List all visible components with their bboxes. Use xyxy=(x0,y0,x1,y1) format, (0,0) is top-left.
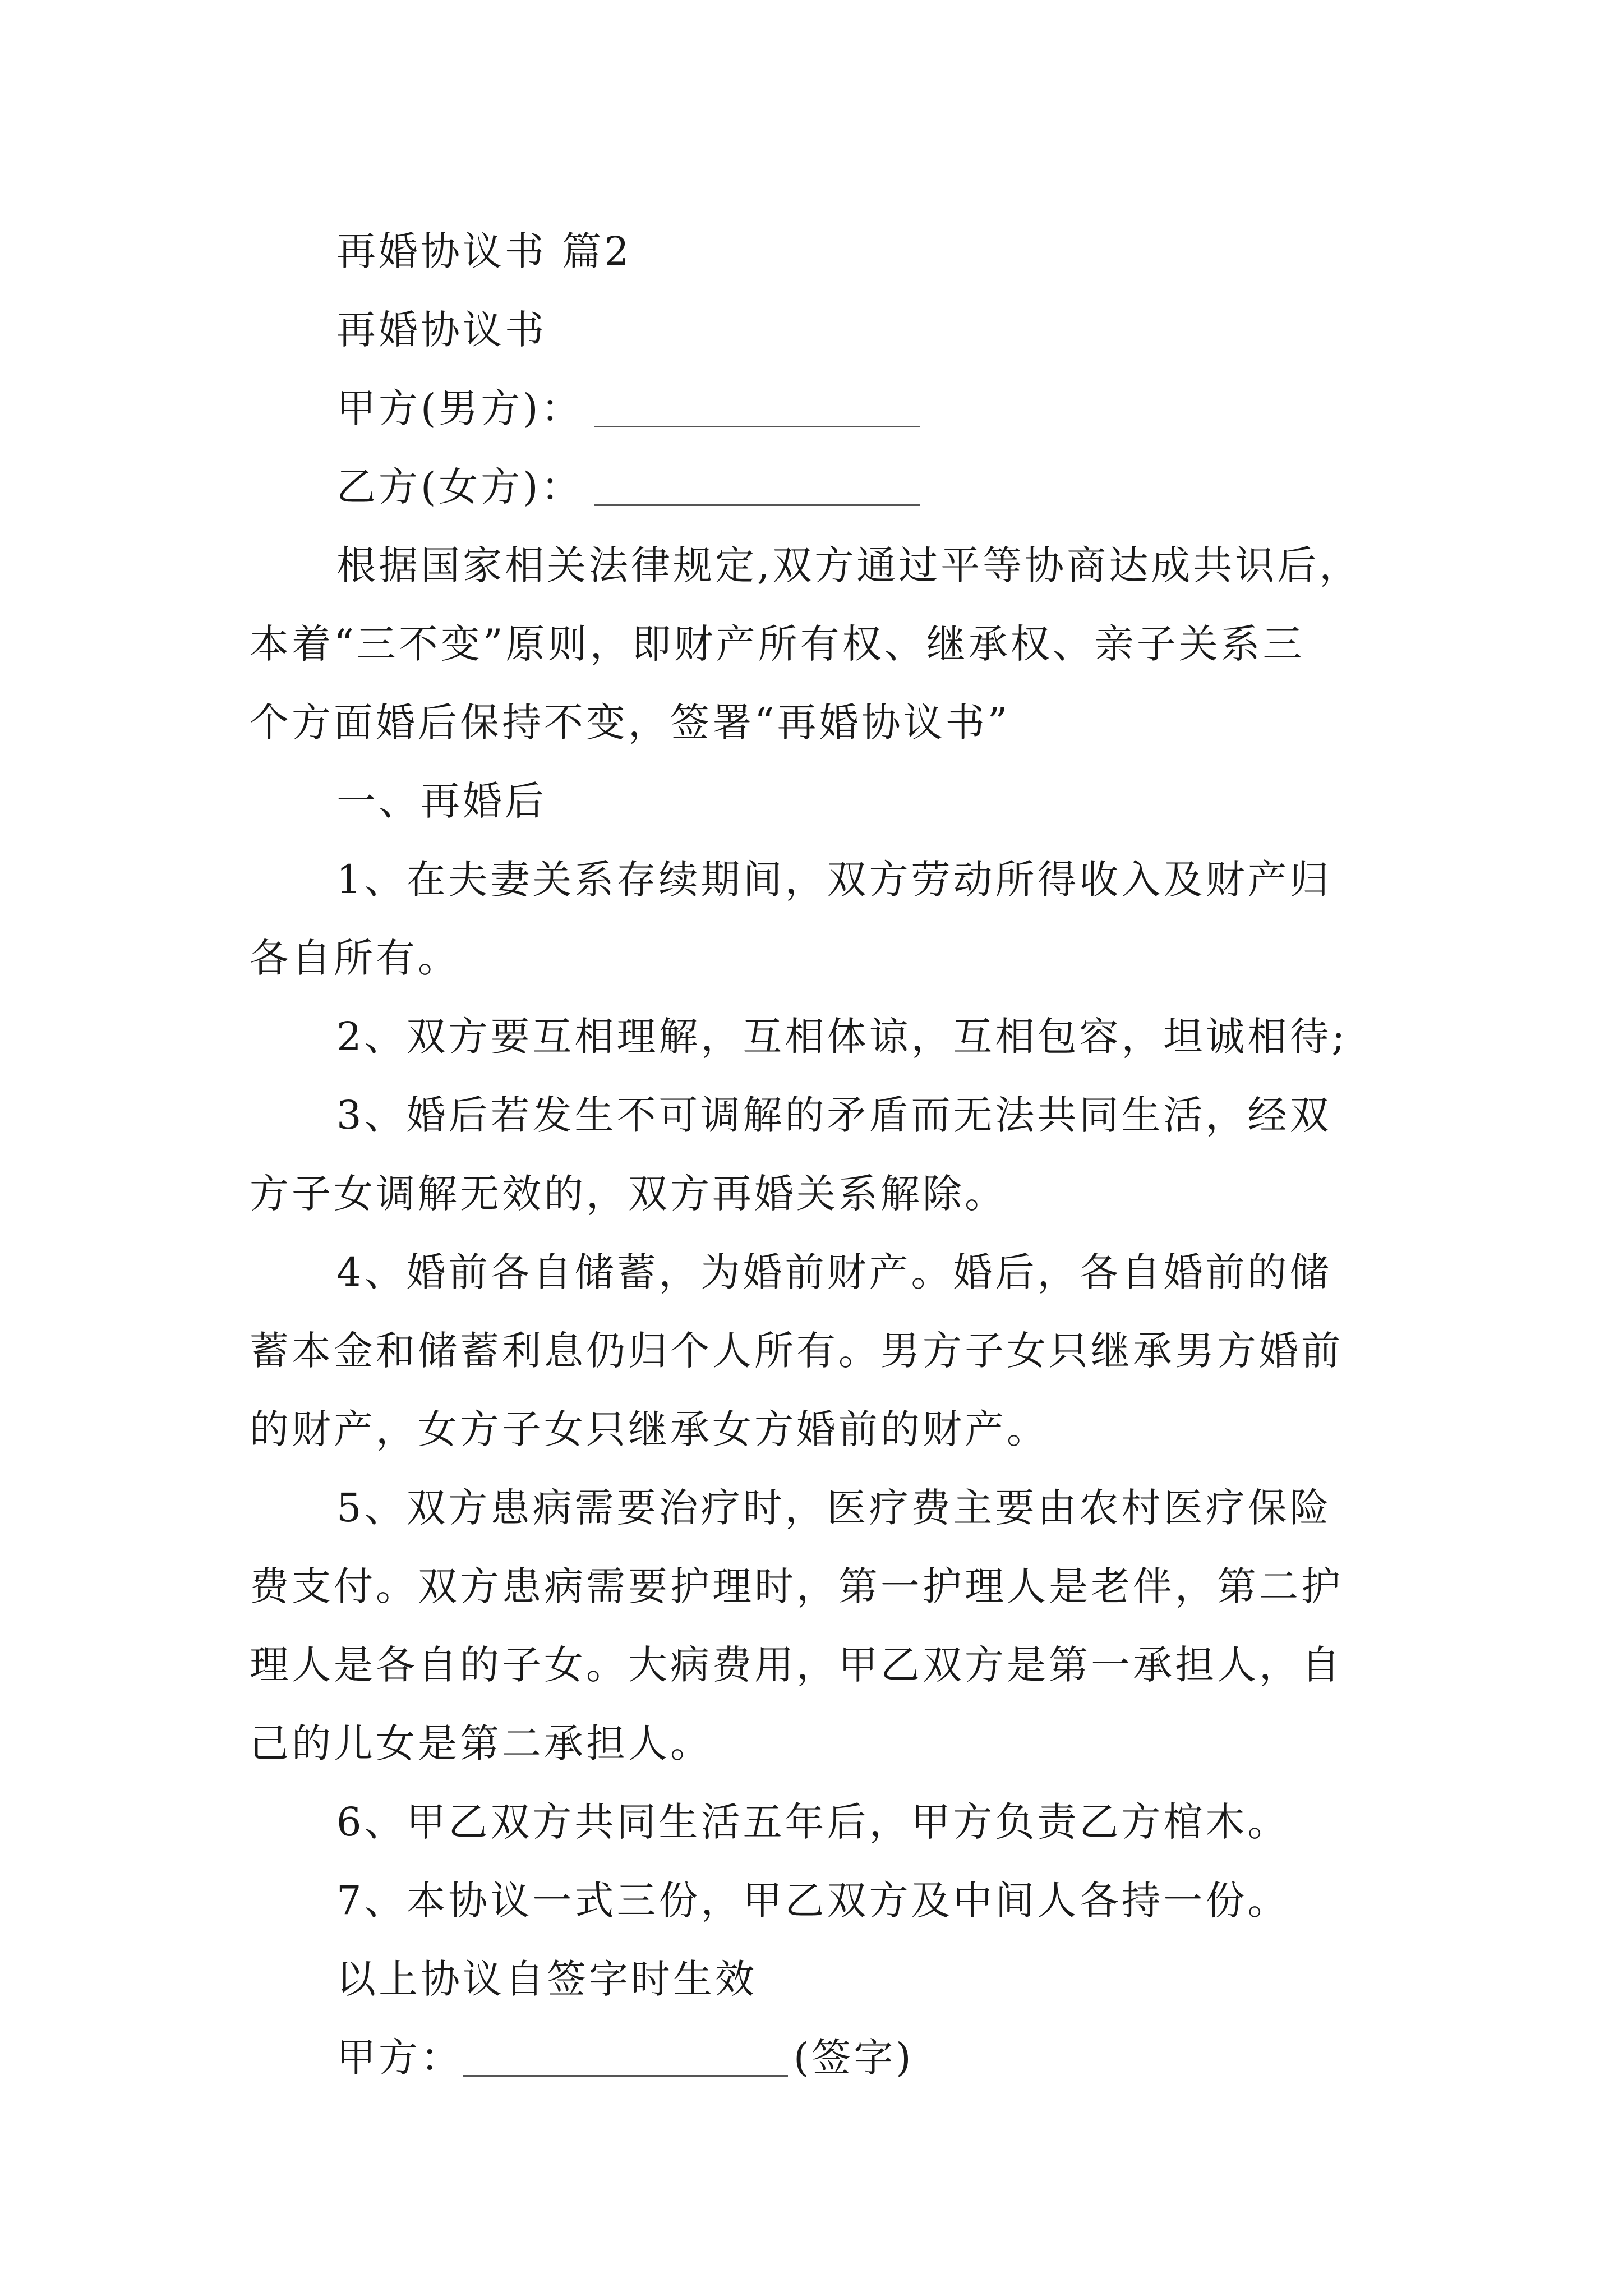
item-6-line-1: 6、甲乙双方共同生活五年后，甲方负责乙方棺木。 xyxy=(336,1799,1290,1845)
party-a-blank xyxy=(594,392,920,427)
item-5-line-1: 5、双方患病需要治疗时，医疗费主要由农村医疗保险 xyxy=(336,1485,1332,1531)
intro-line-3: 个方面婚后保持不变，签署“再婚协议书” xyxy=(250,700,1011,746)
document-heading: 再婚协议书 篇2 xyxy=(336,228,632,274)
item-4-line-1: 4、婚前各自储蓄，为婚前财产。婚后，各自婚前的储 xyxy=(336,1249,1332,1295)
item-1-line-2: 各自所有。 xyxy=(250,935,460,981)
item-3-line-1: 3、婚后若发生不可调解的矛盾而无法共同生活，经双 xyxy=(336,1092,1332,1138)
item-5-line-2: 费支付。双方患病需要护理时，第一护理人是老伴，第二护 xyxy=(250,1563,1343,1609)
item-3-line-2: 方子女调解无效的，双方再婚关系解除。 xyxy=(250,1171,1007,1217)
sign-a-blank xyxy=(463,2041,788,2077)
document-title: 再婚协议书 xyxy=(336,307,547,353)
party-b-label: 乙方(女方)： xyxy=(336,464,583,510)
item-2-line-1: 2、双方要互相理解，互相体谅，互相包容，坦诚相待; xyxy=(336,1014,1348,1060)
party-b-blank xyxy=(594,471,920,506)
section-heading: 一、再婚后 xyxy=(336,778,547,824)
party-a-line xyxy=(250,369,1405,448)
party-a-label: 甲方(男方)： xyxy=(336,385,583,431)
intro-line-1: 根据国家相关法律规定,双方通过平等协商达成共识后， xyxy=(336,542,1362,588)
intro-line-2: 本着“三不变”原则，即财产所有权、继承权、亲子关系三 xyxy=(250,621,1305,667)
item-1-line-1: 1、在夫妻关系存续期间，双方劳动所得收入及财产归 xyxy=(336,857,1332,903)
sign-a-label: 甲方： xyxy=(336,2035,463,2081)
party-b-line xyxy=(250,448,1405,526)
sign-suffix: (签字) xyxy=(794,2035,914,2081)
item-5-line-3: 理人是各自的子女。大病费用，甲乙双方是第一承担人，自 xyxy=(250,1642,1343,1688)
document-body xyxy=(250,212,1405,2097)
item-5-line-4: 己的儿女是第二承担人。 xyxy=(250,1720,712,1766)
item-4-line-3: 的财产，女方子女只继承女方婚前的财产。 xyxy=(250,1406,1049,1452)
item-7-line-1: 7、本协议一式三份，甲乙双方及中间人各持一份。 xyxy=(336,1878,1290,1924)
effective-clause: 以上协议自签字时生效 xyxy=(336,1956,757,2002)
signature-line-a xyxy=(250,2018,1405,2097)
item-4-line-2: 蓄本金和储蓄利息仍归个人所有。男方子女只继承男方婚前 xyxy=(250,1328,1343,1374)
